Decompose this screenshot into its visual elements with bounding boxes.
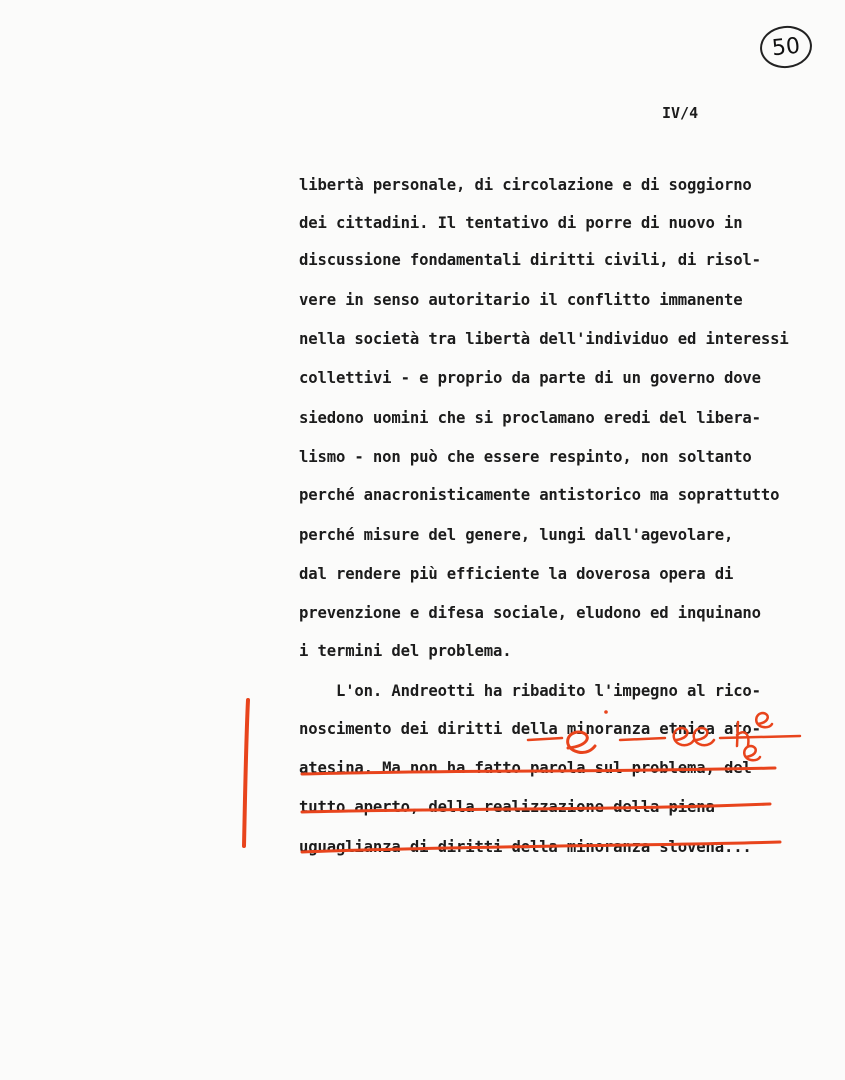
handwritten-letter-e: [756, 713, 772, 727]
handwritten-letter-e: [694, 728, 714, 745]
text-line: i termini del problema.: [299, 642, 512, 660]
text-line: libertà personale, di circolazione e di soggiorno: [299, 176, 752, 194]
strike-line: [620, 738, 665, 740]
text-line: noscimento dei diritti della minoranza etnica ato-: [299, 720, 761, 738]
text-line: nella società tra libertà dell'individuo ed interessi: [299, 330, 789, 348]
strike-line: [302, 842, 780, 852]
text-line: collettivi - e proprio da parte di un governo dove: [299, 369, 761, 387]
text-line: perché misure del genere, lungi dall'agevolare,: [299, 526, 734, 544]
ink-dot: [604, 710, 608, 714]
strike-line: [528, 738, 562, 740]
handwritten-letter-h: [737, 722, 748, 746]
strike-line: [720, 736, 800, 738]
margin-mark: [244, 700, 248, 846]
strike-line: [302, 768, 775, 774]
text-line: lismo - non può che essere respinto, non soltanto: [299, 448, 752, 466]
handwritten-letter-e: [744, 746, 760, 760]
text-line: dal rendere più efficiente la doverosa opera di: [299, 565, 734, 583]
page-reference: IV/4: [662, 104, 699, 122]
text-line: dei cittadini. Il tentativo di porre di nuovo in: [299, 214, 743, 232]
text-line: vere in senso autoritario il conflitto immanente: [299, 291, 743, 309]
text-line: atesina. Ma non ha fatto parola sul problema, del: [299, 759, 752, 777]
text-line: uguaglianza di diritti della minoranza slovena...: [299, 838, 752, 856]
text-line: perché anacronisticamente antistorico ma soprattutto: [299, 486, 780, 504]
handwritten-letter-e: [568, 732, 595, 753]
text-line: discussione fondamentali diritti civili, di risol-: [299, 251, 761, 269]
strike-line: [302, 804, 770, 812]
handwritten-page-number: 50: [758, 23, 814, 70]
text-line: prevenzione e difesa sociale, eludono ed inquinano: [299, 604, 761, 622]
text-line: L'on. Andreotti ha ribadito l'impegno al rico-: [299, 682, 761, 700]
text-line: siedono uomini che si proclamano eredi del libera-: [299, 409, 761, 427]
handwritten-letter-e: [674, 728, 694, 745]
text-line: tutto aperto, della realizzazione della piena: [299, 798, 715, 816]
